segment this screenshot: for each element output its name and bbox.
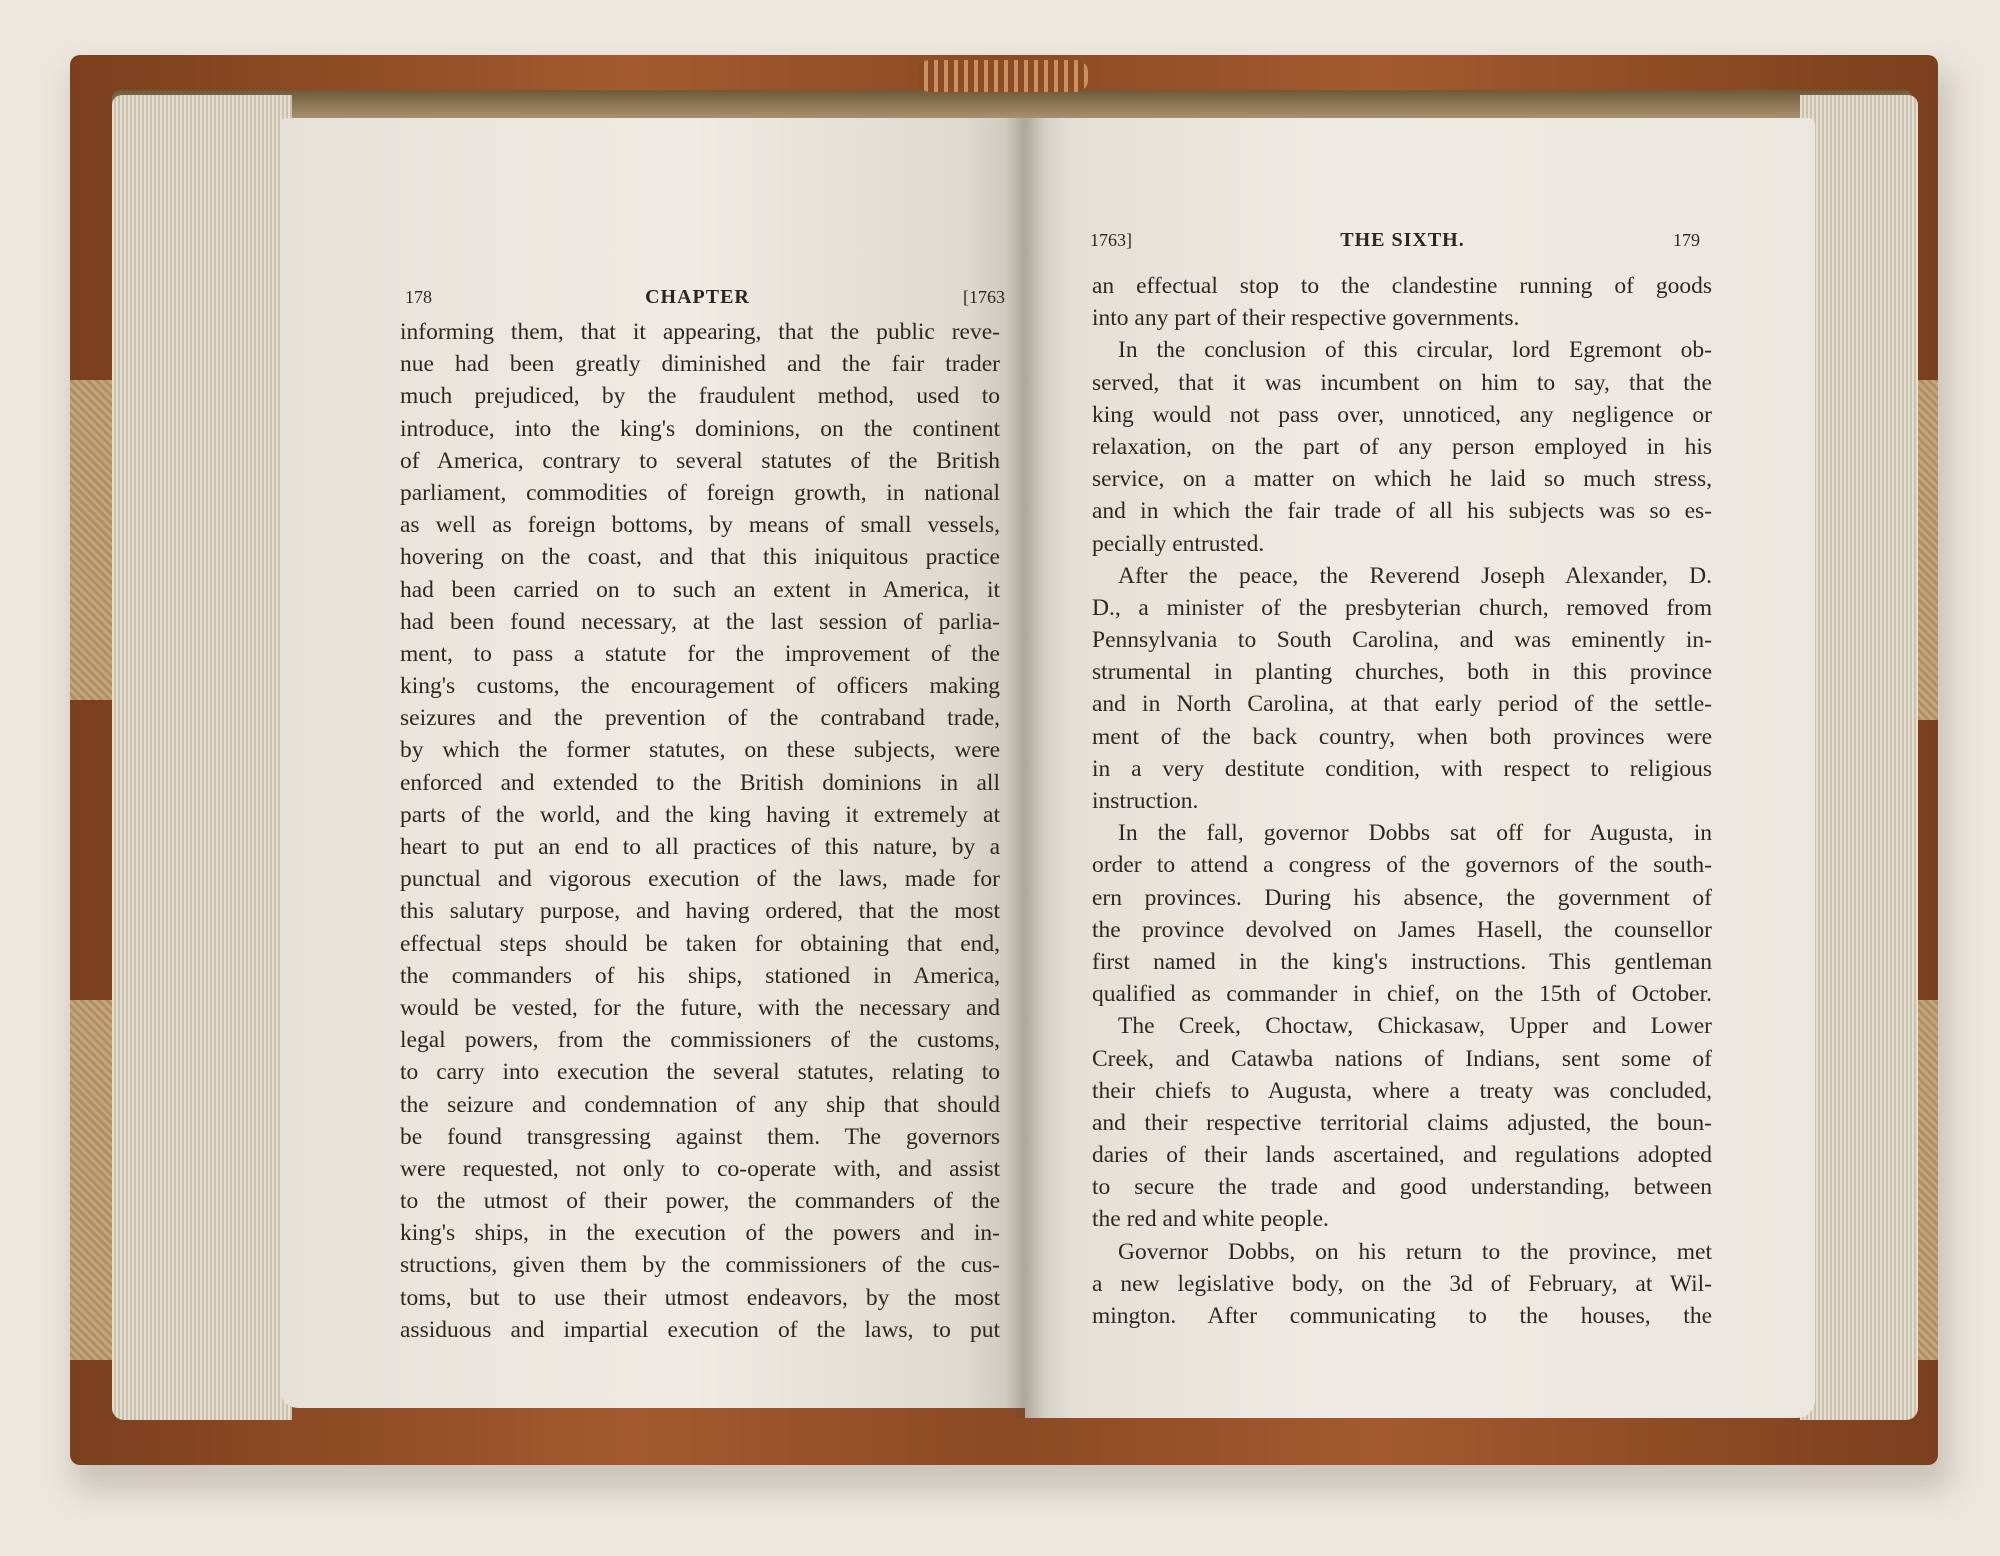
- right-page-edges: [1800, 95, 1918, 1420]
- left-year: [1763: [962, 286, 1005, 307]
- text-line: pecially entrusted.: [1092, 530, 1265, 557]
- text-line: D., a minister of the presbyterian church, removed from: [1092, 594, 1712, 621]
- text-line: king's customs, the encouragement of officers making: [400, 673, 1000, 700]
- text-line: the seizure and condemnation of any ship that should: [400, 1091, 1000, 1118]
- text-line: parts of the world, and the king having it extremely at: [400, 801, 1000, 828]
- left-page: [280, 118, 1025, 1408]
- text-line: enforced and extended to the British dominions in all: [400, 769, 1000, 796]
- text-line: punctual and vigorous execution of the laws, made for: [400, 866, 1000, 893]
- text-line: had been carried on to such an extent in America, it: [400, 576, 1000, 603]
- text-line: by which the former statutes, on these subjects, were: [400, 737, 1000, 764]
- text-line: to the utmost of their power, the commanders of the: [400, 1188, 1000, 1215]
- text-line: and their respective territorial claims adjusted, the boun-: [1092, 1109, 1712, 1136]
- text-line: an effectual stop to the clandestine running of goods: [1092, 273, 1712, 299]
- text-line: strumental in planting churches, both in this province: [1092, 659, 1712, 686]
- text-line: effectual steps should be taken for obtaining that end,: [400, 930, 1000, 957]
- text-line: the commanders of his ships, stationed in America,: [400, 962, 1000, 989]
- left-running-title: CHAPTER: [645, 285, 750, 308]
- text-line: ment of the back country, when both provinces were: [1092, 723, 1712, 750]
- text-line: In the conclusion of this circular, lord Egremont ob-: [1118, 337, 1712, 364]
- text-line: as well as foreign bottoms, by means of small vessels,: [400, 512, 1000, 539]
- text-line: and in which the fair trade of all his subjects was so es-: [1092, 498, 1712, 525]
- text-line: legal powers, from the commissioners of the customs,: [400, 1027, 1000, 1054]
- text-line: hovering on the coast, and that this iniquitous practice: [400, 544, 1000, 571]
- text-line: instruction.: [1092, 788, 1199, 814]
- text-line: Pennsylvania to South Carolina, and was eminently in-: [1092, 627, 1712, 654]
- right-running-head: [1090, 226, 1700, 254]
- text-line: their chiefs to Augusta, where a treaty was concluded,: [1092, 1077, 1712, 1104]
- text-line: to secure the trade and good understanding, between: [1092, 1174, 1712, 1201]
- right-running-title: THE SIXTH.: [1340, 228, 1465, 251]
- left-page-edges: [112, 95, 292, 1420]
- text-line: informing them, that it appearing, that the public reve-: [400, 319, 1000, 345]
- text-line: had been found necessary, at the last session of parlia-: [400, 608, 1000, 635]
- text-line: assiduous and impartial execution of the laws, to put: [400, 1316, 1000, 1343]
- left-running-head: [405, 283, 1005, 311]
- right-page-number: 179: [1672, 229, 1700, 250]
- text-line: In the fall, governor Dobbs sat off for Augusta, in: [1118, 820, 1712, 847]
- text-line: king's ships, in the execution of the powers and in-: [400, 1220, 1000, 1247]
- text-line: toms, but to use their utmost endeavors, by the most: [400, 1284, 1000, 1311]
- text-line: relaxation, on the part of any person employed in his: [1092, 433, 1712, 460]
- text-line: a new legislative body, on the 3d of February, at Wil-: [1092, 1270, 1712, 1297]
- text-line: the province devolved on James Hasell, the counsellor: [1092, 916, 1712, 943]
- text-line: service, on a matter on which he laid so much stress,: [1092, 466, 1712, 493]
- text-line: Creek, and Catawba nations of Indians, sent some of: [1092, 1045, 1712, 1072]
- text-line: the red and white people.: [1092, 1206, 1329, 1233]
- text-line: seizures and the prevention of the contraband trade,: [400, 705, 1000, 732]
- text-line: served, that it was incumbent on him to say, that the: [1092, 369, 1712, 396]
- text-line: into any part of their respective governments.: [1092, 305, 1520, 332]
- book-gutter: [1005, 118, 1045, 1418]
- text-line: Governor Dobbs, on his return to the province, met: [1118, 1238, 1712, 1265]
- text-line: qualified as commander in chief, on the 15th of October.: [1092, 981, 1712, 1008]
- text-line: ment, to pass a statute for the improvement of the: [400, 640, 1000, 667]
- text-line: nue had been greatly diminished and the fair trader: [400, 351, 1000, 378]
- right-page: [1025, 118, 1815, 1418]
- right-year: 1763]: [1090, 229, 1132, 250]
- left-page-number: 178: [405, 286, 432, 307]
- text-line: structions, given them by the commissioners of the cus-: [400, 1252, 1000, 1279]
- left-page-text: [400, 316, 1000, 1346]
- text-line: were requested, not only to co-operate with, and assist: [400, 1155, 1000, 1182]
- text-line: and in North Carolina, at that early period of the settle-: [1092, 691, 1712, 718]
- text-line: daries of their lands ascertained, and regulations adopted: [1092, 1142, 1712, 1169]
- spine-headband: [918, 60, 1088, 92]
- text-line: introduce, into the king's dominions, on the continent: [400, 415, 1000, 442]
- text-line: this salutary purpose, and having ordered, that the most: [400, 898, 1000, 925]
- text-line: be found transgressing against them. The governors: [400, 1123, 1000, 1150]
- text-line: order to attend a congress of the governors of the south-: [1092, 852, 1712, 879]
- text-line: ern provinces. During his absence, the government of: [1092, 884, 1712, 911]
- right-page-text: [1092, 270, 1712, 1332]
- text-line: of America, contrary to several statutes of the British: [400, 447, 1000, 474]
- text-line: heart to put an end to all practices of this nature, by a: [400, 834, 1000, 860]
- text-line: The Creek, Choctaw, Chickasaw, Upper and Lower: [1118, 1013, 1712, 1040]
- text-line: would be vested, for the future, with the necessary and: [400, 994, 1000, 1021]
- text-line: parliament, commodities of foreign growth, in national: [400, 479, 1000, 506]
- text-line: to carry into execution the several statutes, relating to: [400, 1059, 1000, 1086]
- text-line: After the peace, the Reverend Joseph Alexander, D.: [1118, 562, 1712, 589]
- text-line: mington. After communicating to the houses, the: [1092, 1303, 1712, 1329]
- text-line: king would not pass over, unnoticed, any negligence or: [1092, 401, 1712, 428]
- text-line: much prejudiced, by the fraudulent method, used to: [400, 383, 1000, 410]
- text-line: in a very destitute condition, with respect to religious: [1092, 755, 1712, 782]
- text-line: first named in the king's instructions. This gentleman: [1092, 948, 1712, 975]
